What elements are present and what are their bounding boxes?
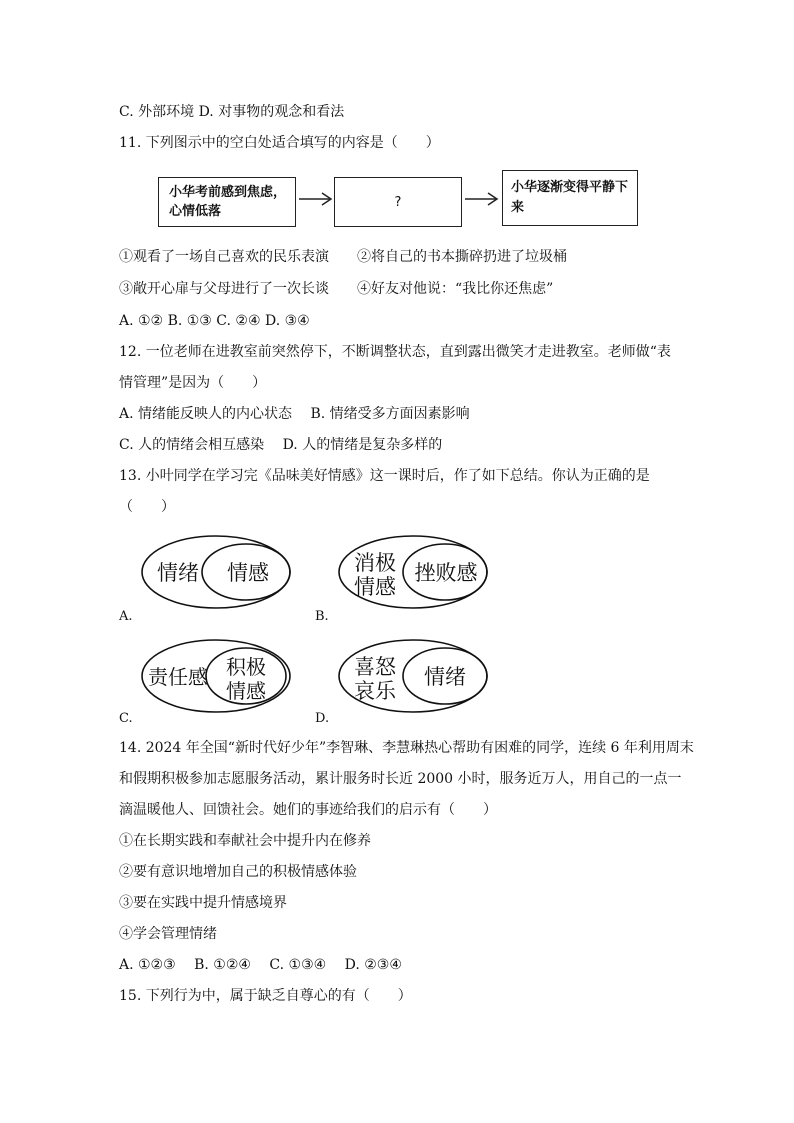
q13-stem-line2: （ ） (119, 499, 175, 515)
q13-option-b-label: B. (315, 609, 329, 624)
venn-diagram-b (335, 532, 495, 614)
flow-box-end-line1: 小华逐渐变得平静下 (511, 180, 629, 195)
q14-stem-line2: 和假期积极参加志愿服务活动，累计服务时长近 2000 小时，服务近万人，用自己的一点一 (119, 771, 682, 787)
flow-box-question-mark: ? (394, 195, 402, 210)
flow-arrow-1 (298, 190, 334, 208)
flow-box-end (502, 170, 638, 226)
venn-c-inner-label-line1: 积极 (226, 655, 266, 679)
q14-item-4: ④学会管理情绪 (119, 926, 217, 942)
q14-options: A. ①②③ B. ①②④ C. ①③④ D. ②③④ (119, 957, 402, 973)
q11-options: A. ①② B. ①③ C. ②④ D. ③④ (119, 313, 310, 329)
q13-stem-line1: 13. 小叶同学在学习完《品味美好情感》这一课时后，作了如下总结。你认为正确的是 (119, 468, 650, 484)
q12-stem-line2: 情管理”是因为（ ） (119, 375, 267, 391)
q14-item-3: ③要在实践中提升情感境界 (119, 895, 287, 911)
q14-stem-line1: 14. 2024 年全国“新时代好少年”李智琳、李慧琳热心帮助有困难的同学，连续 6 年利用周末 (119, 740, 694, 756)
flow-box-start (158, 177, 296, 227)
venn-c-inner-label-line2: 情感 (226, 679, 266, 703)
venn-a-outer-label: 情绪 (157, 561, 199, 585)
venn-c-outer-label: 责任感 (148, 665, 208, 689)
q13-option-d-label: D. (315, 711, 330, 726)
q14-item-2: ②要有意识地增加自己的积极情感体验 (119, 864, 357, 880)
flow-arrow-2 (464, 190, 500, 208)
flow-box-start-line2: 心情低落 (169, 204, 222, 219)
flow-box-blank (334, 177, 462, 227)
venn-d-inner-label: 情绪 (424, 665, 466, 689)
q14-item-1: ①在长期实践和奉献社会中提升内在修养 (119, 833, 371, 849)
q12-stem-line1: 12. 一位老师在进教室前突然停下，不断调整状态，直到露出微笑才走进教室。老师做“表 (119, 344, 671, 360)
venn-diagram-a (138, 532, 298, 614)
q11-stem: 11. 下列图示中的空白处适合填写的内容是（ ） (119, 135, 440, 151)
venn-diagram-c (138, 636, 298, 718)
venn-b-inner-label: 挫败感 (414, 561, 478, 585)
q11-items-1-2: ①观看了一场自己喜欢的民乐表演 ②将自己的书本撕碎扔进了垃圾桶 (119, 249, 567, 265)
q15-stem: 15. 下列行为中，属于缺乏自尊心的有（ ） (119, 988, 412, 1004)
venn-a-inner-label: 情感 (227, 561, 269, 585)
q10-options-cd: C. 外部环境 D. 对事物的观念和看法 (119, 104, 345, 120)
flow-box-end-line2: 来 (511, 200, 525, 215)
venn-diagram-d (335, 636, 495, 718)
q12-options-ab: A. 情绪能反映人的内心状态 B. 情绪受多方面因素影响 (119, 406, 470, 422)
venn-b-outer-label-line2: 情感 (354, 575, 396, 599)
venn-d-outer-label-line1: 喜怒 (354, 655, 396, 679)
flow-box-start-line1: 小华考前感到焦虑， (169, 185, 287, 200)
q14-stem-line3: 滴温暖他人、回馈社会。她们的事迹给我们的启示有（ ） (119, 802, 497, 818)
q13-option-c-label: C. (119, 711, 133, 726)
q13-option-a-label: A. (119, 609, 133, 624)
venn-d-outer-label-line2: 哀乐 (354, 679, 396, 703)
q11-items-3-4: ③敞开心扉与父母进行了一次长谈 ④好友对他说：“我比你还焦虑” (119, 281, 554, 297)
venn-b-outer-label-line1: 消极 (354, 551, 396, 575)
q12-options-cd: C. 人的情绪会相互感染 D. 人的情绪是复杂多样的 (119, 437, 443, 453)
